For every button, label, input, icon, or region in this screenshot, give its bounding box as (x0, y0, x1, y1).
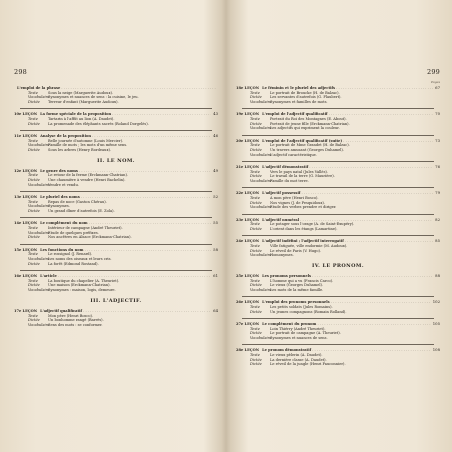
entry-divider (242, 187, 434, 188)
toc-group (236, 274, 440, 367)
lesson-title: Le complément du pronom . . . (262, 322, 431, 327)
lesson-page-number: 73 (435, 137, 440, 143)
lesson-title: Le pluriel des noms . . . (40, 195, 211, 200)
subentry-text: Une maison (Erckmann-Chatrian). (48, 283, 111, 288)
subentry-text: Un grand dîner d'autrefois (E. Zola). (48, 209, 115, 214)
lesson-page-number: 70 (435, 111, 440, 117)
toc-subentry (14, 148, 218, 153)
toc-entry (236, 191, 440, 210)
lesson-title: L'emploi de l'adjectif qualificatif (suite) . . . (262, 139, 433, 144)
subentry-text: L'homme qui a vu (Francis Carco). (270, 278, 334, 283)
subentry-text: Le réveil de la jungle (Henri Fauconnier). (270, 362, 346, 367)
toc-subentry (236, 310, 440, 315)
lesson-page-number: 49 (213, 167, 218, 173)
subentry-kind: Vocabulaire (250, 253, 272, 258)
subentry-kind: Texte (250, 143, 260, 148)
lesson-number: 27e LEÇON (236, 321, 260, 326)
subentry-kind: Texte (28, 173, 38, 178)
entry-divider (20, 244, 212, 245)
subentry-text: Le potager sous l'orage (A. de Saint-Exupéry). (270, 222, 355, 227)
subentry-text: Étude des verbes prendre et diriger. (270, 205, 337, 210)
subentry-kind: Dictée (28, 121, 40, 126)
subentry-kind: Vocabulaire (28, 204, 50, 209)
subentry-kind: Texte (28, 226, 38, 231)
subentry-kind: Dictée (250, 148, 262, 153)
entry-divider (242, 214, 434, 215)
lesson-number: 15e LEÇON (14, 247, 38, 252)
lesson-number: 20e LEÇON (236, 138, 260, 143)
subentry-kind: Dictée (28, 100, 40, 105)
subentry-text: Les petits soldats (Jules Romains). (270, 305, 333, 309)
right-page (230, 0, 448, 452)
toc-entry (14, 274, 218, 293)
subentry-kind: Vocabulaire (250, 205, 272, 210)
lesson-title: Les fonctions du nom . . . (40, 248, 211, 253)
subentry-text: Loin Thiérry (André Theuriet). (270, 326, 326, 331)
lesson-title: L'adjectif indéfini ; l'adjectif interrogatif . . . (262, 239, 433, 244)
toc-group (14, 86, 218, 153)
subentry-kind: Dictée (250, 309, 262, 314)
toc-subentry (14, 235, 218, 240)
subentry-text: Le réveil de Paris (V. Hugo). (270, 248, 322, 253)
subentry-text: Sens des mots : se conformer. (48, 322, 103, 327)
subentry-kind: Texte (250, 169, 260, 174)
subentry-kind: Vocabulaire (28, 322, 50, 327)
lesson-page-number: 52 (213, 194, 218, 200)
entry-divider (242, 108, 434, 109)
subentry-kind: Vocabulaire (28, 182, 50, 187)
subentry-text: Terreur d'enfant (Marguerite Audoux). (48, 100, 119, 105)
subentry-kind: Dictée (28, 178, 40, 183)
lesson-page-number: 46 (213, 132, 218, 138)
toc-subentry (236, 153, 440, 158)
subentry-kind: Dictée (250, 248, 262, 253)
subentry-text: Le travail de la terre (G. Maurière). (270, 174, 335, 179)
subentry-text: Le vieux pèlerin (A. Daudet). (270, 352, 323, 357)
subentry-text: Le vieux (Georges Duhamel). (270, 283, 324, 288)
subentry-kind: Texte (28, 199, 38, 204)
subentry-text: Un bonhomme rangé (Barrès). (48, 318, 104, 323)
section-heading: III. L'ADJECTIF. (90, 297, 142, 304)
lesson-number: 14e LEÇON (14, 221, 38, 226)
subentry-text: Le retour de la ferme (Erckmann-Chatrian). (48, 173, 128, 178)
lesson-number: 17e LEÇON (14, 308, 38, 313)
subentry-text: Synonymes et nuances de sens. (270, 336, 328, 341)
subentry-kind: Texte (28, 90, 38, 95)
toc-group (14, 169, 218, 293)
subentry-kind: Texte (28, 117, 38, 122)
subentry-text: Les mots de la même famille. (270, 288, 324, 293)
lesson-page-number: 67 (435, 85, 440, 90)
toc-subentry (14, 183, 218, 188)
toc-entry (236, 139, 440, 158)
subentry-text: Nos ancêtres en Alsace (Erckmann-Chatrian). (48, 235, 132, 240)
toc-group (236, 86, 440, 258)
subentry-kind: Vocabulaire (250, 152, 272, 157)
subentry-kind: Dictée (28, 283, 40, 288)
subentry-kind: Texte (250, 278, 260, 283)
lesson-page-number: 61 (213, 272, 218, 278)
lesson-page-number: 82 (435, 216, 440, 222)
toc-entry (14, 169, 218, 188)
toc-subentry (14, 100, 218, 105)
toc-content (236, 86, 440, 371)
subentry-text: Tartarin à l'affût au lion (A. Daudet). (48, 117, 115, 122)
subentry-kind: Vocabulaire (250, 288, 272, 293)
subentry-text: La promenade des éléphants sacrés (Roland Dorgelès). (48, 121, 149, 126)
toc-entry (236, 112, 440, 131)
toc-entry (236, 165, 440, 184)
subentry-kind: Texte (28, 278, 38, 283)
toc-subentry (236, 288, 440, 293)
subentry-kind: Dictée (28, 318, 40, 323)
lesson-number: 13e LEÇON (14, 195, 38, 200)
subentry-text: Synonymes. (48, 204, 70, 209)
lesson-number: 19e LEÇON (236, 112, 260, 117)
lesson-number: 10e LEÇON (14, 112, 38, 117)
subentry-text: Vendre et vendu. (48, 182, 79, 187)
toc-subentry (14, 122, 218, 127)
entry-divider (242, 318, 434, 319)
lesson-number: 22e LEÇON (236, 191, 260, 196)
toc-subentry (236, 126, 440, 131)
toc-entry (236, 86, 440, 105)
subentry-kind: Texte (250, 243, 260, 248)
toc-entry (236, 322, 440, 341)
subentry-text: A mon père (Henri Bosco). (270, 195, 319, 200)
toc-subentry (14, 288, 218, 293)
subentry-kind: Dictée (28, 148, 40, 153)
toc-entry (236, 274, 440, 293)
subentry-text: L'adjectif caractéristique. (270, 152, 317, 157)
subentry-text: Sous les arbres (Henry Bordeaux). (48, 148, 112, 153)
lesson-page-number: 108 (432, 347, 440, 353)
entry-divider (242, 344, 434, 345)
toc-entry (236, 218, 440, 232)
left-page (8, 0, 226, 452)
lesson-page-number: 79 (435, 190, 440, 196)
subentry-kind: Vocabulaire (250, 179, 272, 184)
subentry-kind: Dictée (28, 261, 40, 266)
subentry-kind: Texte (250, 326, 260, 331)
toc-subentry (14, 209, 218, 214)
subentry-text: Famille du mot terre. (270, 179, 309, 184)
subentry-kind: Vocabulaire (28, 143, 50, 148)
toc-subentry (236, 227, 440, 232)
toc-entry (14, 248, 218, 267)
lesson-page-number: 105 (432, 320, 440, 326)
subentry-kind: Dictée (250, 283, 262, 288)
subentry-text: Portrait du Roi des Montagnes (E. About). (270, 117, 347, 122)
lesson-page-number: 85 (435, 238, 440, 244)
lesson-page-number: 88 (435, 272, 440, 278)
subentry-kind: Dictée (250, 331, 262, 336)
lesson-title: L'emploi de la phrase . . . (17, 86, 216, 91)
lesson-title: Le genre des noms . . . (40, 169, 211, 174)
subentry-text: Synonymes et nuances de sens : la cuisine, le jeu. (48, 95, 139, 100)
lesson-title: Les pronoms personnels . . . (262, 274, 433, 279)
subentry-text: Nos vignes (J. de Pesquidoux). (270, 200, 325, 205)
toc-entry (14, 134, 218, 153)
lesson-page-number: 64 (213, 307, 218, 313)
lesson-title: L'article . . . (40, 274, 211, 279)
subentry-kind: Dictée (250, 226, 262, 231)
subentry-text: Repas de noce (Gaston Chérau). (48, 199, 107, 204)
lesson-title: Le pronom démonstratif . . . (262, 348, 431, 353)
entry-divider (20, 270, 212, 271)
subentry-kind: Dictée (250, 200, 262, 205)
lesson-number: 16e LEÇON (14, 273, 38, 278)
entry-divider (20, 217, 212, 218)
subentry-text: Les adjectifs qui expriment la couleur. (270, 126, 340, 131)
toc-content (14, 86, 218, 331)
subentry-text: Vers le pays natal (Jules Vallès). (270, 169, 328, 174)
lesson-number: 11e LEÇON (14, 133, 38, 138)
subentry-text: Homonymes. (270, 253, 294, 258)
lesson-title: Le féminin et le pluriel des adjectifs . . . (262, 86, 433, 91)
subentry-text: Sous la neige (Marguerite Audoux). (48, 90, 114, 95)
lesson-page-number: 102 (432, 299, 440, 305)
subentry-text: Synonymes et familles de mots. (270, 100, 328, 105)
subentry-kind: Dictée (28, 209, 40, 214)
toc-entry (14, 86, 218, 105)
lesson-title: L'emploi de l'adjectif qualificatif . . . (262, 112, 433, 117)
subentry-text: La dernière classe (A. Daudet). (270, 357, 327, 362)
toc-subentry (14, 323, 218, 328)
subentry-text: Une chaumière à vendre (Henri Bachelin). (48, 178, 126, 183)
toc-entry (14, 112, 218, 126)
subentry-text: Portrait de jeune fille (Erckmann-Chatrian). (270, 121, 350, 126)
subentry-kind: Texte (250, 195, 260, 200)
lesson-number: 21e LEÇON (236, 164, 260, 169)
entry-divider (20, 108, 212, 109)
subentry-kind: Texte (28, 313, 38, 318)
pages-column-label: Pages (431, 80, 440, 84)
toc-entry (14, 309, 218, 328)
subentry-text: Ville fatiguée, ville endormie (M. Audoux). (270, 243, 348, 248)
toc-group (14, 309, 218, 328)
section-heading: II. LE NOM. (97, 157, 135, 164)
subentry-text: La forêt (Edmond Rostand). (48, 261, 99, 266)
toc-subentry (236, 100, 440, 105)
subentry-kind: Vocabulaire (250, 100, 272, 105)
toc-subentry (236, 205, 440, 210)
subentry-kind: Dictée (250, 357, 262, 362)
toc-entry (236, 239, 440, 258)
lesson-number: 12e LEÇON (14, 168, 38, 173)
toc-subentry (14, 262, 218, 267)
subentry-kind: Vocabulaire (28, 288, 50, 293)
entry-divider (242, 296, 434, 297)
lesson-title: Analyse de la proposition . . . (40, 134, 211, 139)
lesson-title: L'adjectif démonstratif . . . (262, 165, 433, 170)
subentry-kind: Dictée (250, 174, 262, 179)
subentry-text: Mon père (Henri Bosco). (48, 313, 94, 318)
subentry-text: La boutique du chapelier (A. Theuriet). (48, 278, 120, 283)
page-number: 299 (426, 68, 440, 76)
subentry-kind: Texte (250, 305, 260, 309)
subentry-text: Synonymes : maison, logis, demeure. (48, 288, 116, 293)
subentry-text: Le portrait de campagne (A. Theuriet). (270, 331, 341, 336)
subentry-kind: Texte (28, 138, 38, 143)
entry-divider (242, 161, 434, 162)
lesson-page-number: 43 (213, 111, 218, 117)
toc-subentry (236, 336, 440, 341)
subentry-text: Un jeunes compagnons (Romain Rolland). (270, 309, 347, 314)
subentry-kind: Dictée (250, 362, 262, 367)
subentry-kind: Dictée (250, 121, 262, 126)
toc-subentry (236, 362, 440, 367)
subentry-text: L'orient dans les étangs (Lamartine). (270, 226, 338, 231)
subentry-text: Le portrait de Broucke (H. de Balzac). (270, 90, 340, 95)
lesson-title: L'emploi des pronoms personnels . . . (262, 300, 431, 305)
subentry-kind: Vocabulaire (28, 230, 50, 235)
subentry-text: Belle journée d'automne (Louis Mercier). (48, 138, 124, 143)
subentry-kind: Vocabulaire (28, 95, 50, 100)
subentry-kind: Texte (250, 90, 260, 95)
lesson-number: 28e LEÇON (236, 348, 260, 353)
subentry-text: Le rossignol (J. Renard). (48, 252, 93, 257)
toc-entry (236, 300, 440, 314)
lesson-number: 24e LEÇON (236, 239, 260, 244)
toc-entry (14, 221, 218, 240)
subentry-text: Les noms des oiseaux et leurs cris. (48, 257, 112, 262)
subentry-kind: Vocabulaire (28, 257, 50, 262)
subentry-kind: Texte (250, 222, 260, 227)
lesson-page-number: 55 (213, 220, 218, 226)
lesson-title: La forme spéciale de la proposition . . . (40, 112, 211, 117)
lesson-title: L'adjectif qualificatif . . . (40, 309, 211, 314)
section-heading: IV. LE PRONOM. (312, 262, 364, 269)
lesson-title: Le complément du nom . . . (40, 221, 211, 226)
subentry-text: Le portrait de Mme Grandet (H. de Balzac). (270, 143, 350, 148)
lesson-number: 23e LEÇON (236, 217, 260, 222)
subentry-kind: Dictée (250, 95, 262, 100)
entry-divider (20, 191, 212, 192)
subentry-kind: Texte (250, 352, 260, 357)
page-number: 298 (14, 68, 28, 76)
subentry-text: Les servantes d'autrefois (G. Flaubert). (270, 95, 342, 100)
toc-entry (14, 195, 218, 214)
subentry-text: Intérieur de campagne (André Theuriet). (48, 226, 123, 231)
toc-subentry (236, 253, 440, 258)
subentry-kind: Texte (28, 252, 38, 257)
lesson-number: 18e LEÇON (236, 86, 260, 90)
entry-divider (242, 135, 434, 136)
lesson-title: L'adjectif possessif . . . (262, 191, 433, 196)
subentry-text: Un travers amusant (Georges Duhamel). (270, 148, 344, 153)
subentry-text: Famille de mots ; les mots d'un même sens. (48, 143, 128, 148)
subentry-text: Étude de quelques préfixes. (48, 230, 99, 235)
lesson-title: L'adjectif numéral . . . (262, 218, 433, 223)
lesson-number: 25e LEÇON (236, 273, 260, 278)
lesson-number: 26e LEÇON (236, 300, 260, 305)
entry-divider (20, 130, 212, 131)
toc-entry (236, 348, 440, 367)
subentry-kind: Texte (250, 117, 260, 122)
subentry-kind: Vocabulaire (250, 336, 272, 341)
subentry-kind: Vocabulaire (250, 126, 272, 131)
lesson-page-number: 76 (435, 163, 440, 169)
subentry-kind: Dictée (28, 235, 40, 240)
lesson-page-number: 58 (213, 246, 218, 252)
entry-divider (242, 235, 434, 236)
toc-subentry (236, 179, 440, 184)
